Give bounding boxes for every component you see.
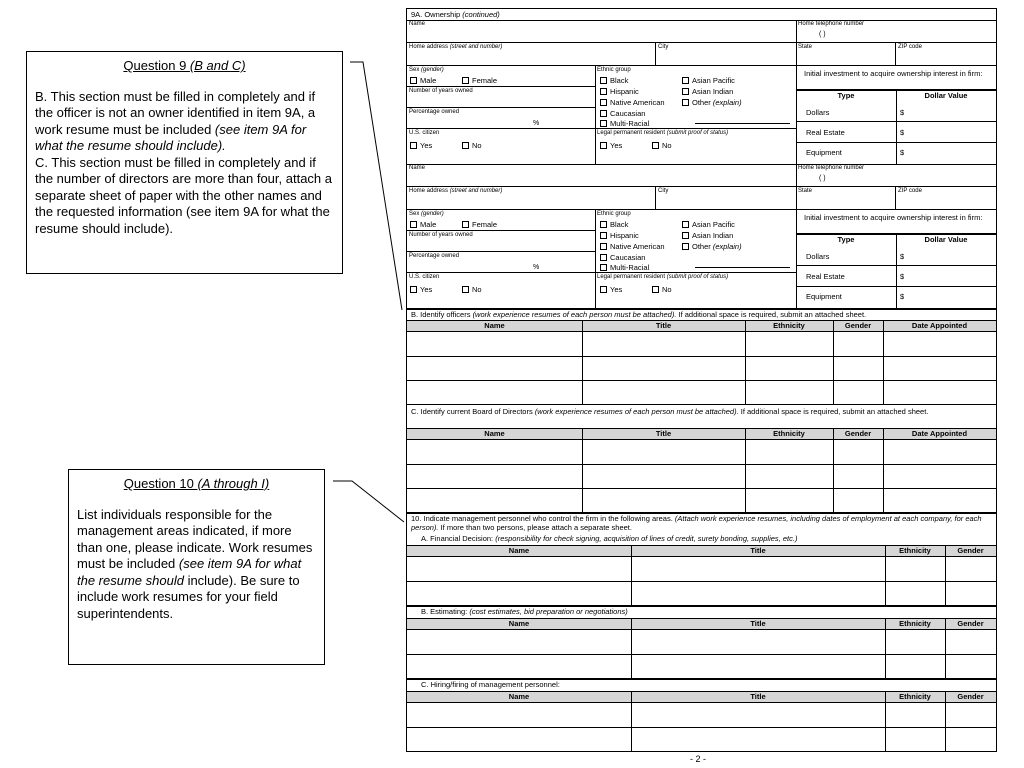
male-checkbox[interactable]: Male	[410, 220, 436, 229]
directors-table	[407, 428, 996, 512]
col-name: Name	[484, 429, 505, 438]
col-ethnicity: Ethnicity	[899, 692, 931, 701]
home-address-label: Home address (street and number)	[409, 44, 503, 50]
male-checkbox[interactable]: Male	[410, 76, 436, 85]
phone-parens[interactable]: ( )	[819, 175, 826, 182]
table-row	[407, 488, 996, 489]
name-label: Name	[409, 21, 426, 27]
citizen-no-checkbox[interactable]: No	[462, 141, 482, 150]
investment-label: Initial investment to acquire ownership interest in firm:	[804, 213, 983, 222]
estimating-table	[407, 618, 996, 678]
caucasian-checkbox[interactable]: Caucasian	[600, 253, 645, 262]
col-ethnicity: Ethnicity	[899, 619, 931, 628]
city-label: City	[658, 188, 669, 194]
asian-pacific-checkbox[interactable]: Asian Pacific	[682, 220, 735, 229]
years-owned-label: Number of years owned	[409, 88, 473, 94]
col-gender: Gender	[957, 546, 984, 555]
legal-yes-checkbox[interactable]: Yes	[600, 141, 622, 150]
legal-no-checkbox[interactable]: No	[652, 141, 672, 150]
col-ethnicity: Ethnicity	[773, 429, 805, 438]
q10b-title: B. Estimating: (cost estimates, bid preparation or negotiations)	[421, 607, 628, 616]
col-title: Title	[750, 619, 766, 628]
sex-label: Sex (gender)	[409, 67, 444, 73]
equipment-input[interactable]: $	[900, 148, 905, 157]
dollars-input[interactable]: $	[900, 252, 905, 261]
col-title: Title	[750, 692, 766, 701]
col-name: Name	[484, 321, 505, 330]
asian-indian-checkbox[interactable]: Asian Indian	[682, 231, 733, 240]
black-checkbox[interactable]: Black	[600, 76, 628, 85]
col-gender: Gender	[844, 429, 872, 438]
percentage-owned-label: Percentage owned	[409, 253, 460, 259]
application-form-page	[406, 8, 997, 752]
table-row	[407, 380, 996, 381]
col-gender: Gender	[844, 321, 872, 330]
section-c-title: C. Identify current Board of Directors (work experience resumes of each person must be attached). If additional space is required, submit an attached sheet.	[411, 407, 929, 416]
callout-title: Question 9 (B and C)	[123, 58, 246, 73]
col-date-appointed: Date Appointed	[911, 429, 968, 438]
state-label: State	[798, 188, 813, 194]
financial-decision-table	[407, 545, 996, 605]
phone-parens[interactable]: ( )	[819, 31, 826, 38]
multi-racial-checkbox[interactable]: Multi-Racial	[600, 263, 649, 272]
owner-block-1	[407, 20, 996, 164]
col-name: Name	[508, 692, 530, 701]
real-estate-input[interactable]: $	[900, 272, 905, 281]
real-estate-input[interactable]: $	[900, 128, 905, 137]
percentage-owned-label: Percentage owned	[409, 109, 460, 115]
equipment-input[interactable]: $	[900, 292, 905, 301]
table-row	[407, 654, 996, 655]
native-american-checkbox[interactable]: Native American	[600, 242, 665, 251]
other-checkbox[interactable]: Other (explain)	[682, 98, 742, 107]
table-row	[407, 356, 996, 357]
callout-text-c: C. This section must be filled in completely and if the number of directors are more than four, attach a separate sheet of paper with the other names and the requested information (see item 9A for what the resume should include).	[35, 154, 332, 236]
legal-yes-checkbox[interactable]: Yes	[600, 285, 622, 294]
callout-question-10	[68, 469, 325, 665]
asian-indian-checkbox[interactable]: Asian Indian	[682, 87, 733, 96]
asian-pacific-checkbox[interactable]: Asian Pacific	[682, 76, 735, 85]
col-name: Name	[508, 619, 530, 628]
real-estate-label: Real Estate	[806, 128, 845, 137]
question-10-title: 10. Indicate management personnel who control the firm in the following areas. (Attach work experience resumes, including dates of employment at each company, for each person). If more than two persons, please attach a separate sheet.	[411, 514, 982, 532]
col-title: Title	[750, 546, 766, 555]
legal-resident-label: Legal permanent resident (submit proof of status)	[597, 130, 729, 136]
dollars-label: Dollars	[806, 252, 830, 261]
col-date-appointed: Date Appointed	[911, 321, 968, 330]
investment-header: Type Dollar Value	[796, 233, 996, 235]
dollars-label: Dollars	[806, 108, 830, 117]
hispanic-checkbox[interactable]: Hispanic	[600, 87, 639, 96]
col-title: Title	[655, 429, 672, 438]
hiring-table	[407, 691, 996, 751]
female-checkbox[interactable]: Female	[462, 76, 497, 85]
equipment-label: Equipment	[806, 292, 842, 301]
citizen-no-checkbox[interactable]: No	[462, 285, 482, 294]
table-row	[407, 464, 996, 465]
citizen-yes-checkbox[interactable]: Yes	[410, 285, 432, 294]
percent-sign: %	[533, 264, 540, 271]
q10a-title: A. Financial Decision: (responsibility for check signing, acquisition of lines of credit, surety bonding, supplies, etc.)	[421, 534, 798, 543]
legal-resident-label: Legal permanent resident (submit proof of status)	[597, 274, 729, 280]
callout-title: Question 10 (A through I)	[123, 476, 270, 491]
col-gender: Gender	[957, 619, 984, 628]
female-checkbox[interactable]: Female	[462, 220, 497, 229]
owner-block-2	[407, 164, 996, 308]
multi-racial-checkbox[interactable]: Multi-Racial	[600, 119, 649, 128]
caucasian-checkbox[interactable]: Caucasian	[600, 109, 645, 118]
col-title: Title	[655, 321, 672, 330]
q10c-title: C. Hiring/firing of management personnel:	[421, 680, 560, 689]
investment-label: Initial investment to acquire ownership interest in firm:	[804, 69, 983, 78]
us-citizen-label: U.S. citizen	[409, 274, 440, 280]
home-phone-label: Home telephone number	[798, 165, 865, 171]
percent-sign: %	[533, 120, 540, 127]
state-label: State	[798, 44, 813, 50]
col-ethnicity: Ethnicity	[899, 546, 931, 555]
zip-label: ZIP code	[898, 44, 922, 50]
col-gender: Gender	[957, 692, 984, 701]
table-row	[407, 727, 996, 728]
col-ethnicity: Ethnicity	[773, 321, 805, 330]
equipment-label: Equipment	[806, 148, 842, 157]
officers-table	[407, 320, 996, 404]
investment-header: Type Dollar Value	[796, 89, 996, 91]
section-9a-header: 9A. Ownership (continued)	[411, 10, 500, 19]
callout-text-b: B. This section must be filled in completely and if the officer is not an owner identified in item 9A, a work resume must be included (see item 9A for what the resume should include).	[35, 88, 316, 153]
city-label: City	[658, 44, 669, 50]
sex-label: Sex (gender)	[409, 211, 444, 217]
callout-question-9	[26, 51, 343, 274]
table-row	[407, 581, 996, 582]
us-citizen-label: U.S. citizen	[409, 130, 440, 136]
section-b-title: B. Identify officers (work experience resumes of each person must be attached). If additional space is required, submit an attached sheet.	[411, 310, 867, 319]
home-address-label: Home address (street and number)	[409, 188, 503, 194]
black-checkbox[interactable]: Black	[600, 220, 628, 229]
page-number: - 2 -	[690, 754, 707, 764]
citizen-yes-checkbox[interactable]: Yes	[410, 141, 432, 150]
real-estate-label: Real Estate	[806, 272, 845, 281]
years-owned-label: Number of years owned	[409, 232, 473, 238]
dollars-input[interactable]: $	[900, 108, 905, 117]
callout-text: List individuals responsible for the management areas indicated, if more than one, please indicate. Work resumes must be included (see item 9A for what the resume should include). Be sure to include work resumes for your field superintendents.	[77, 506, 313, 621]
legal-no-checkbox[interactable]: No	[652, 285, 672, 294]
col-name: Name	[508, 546, 530, 555]
other-checkbox[interactable]: Other (explain)	[682, 242, 742, 251]
home-phone-label: Home telephone number	[798, 21, 865, 27]
zip-label: ZIP code	[898, 188, 922, 194]
table-row	[407, 404, 996, 405]
hispanic-checkbox[interactable]: Hispanic	[600, 231, 639, 240]
ethnic-group-label: Ethnic group	[597, 211, 631, 217]
ethnic-group-label: Ethnic group	[597, 67, 631, 73]
native-american-checkbox[interactable]: Native American	[600, 98, 665, 107]
name-label: Name	[409, 165, 426, 171]
